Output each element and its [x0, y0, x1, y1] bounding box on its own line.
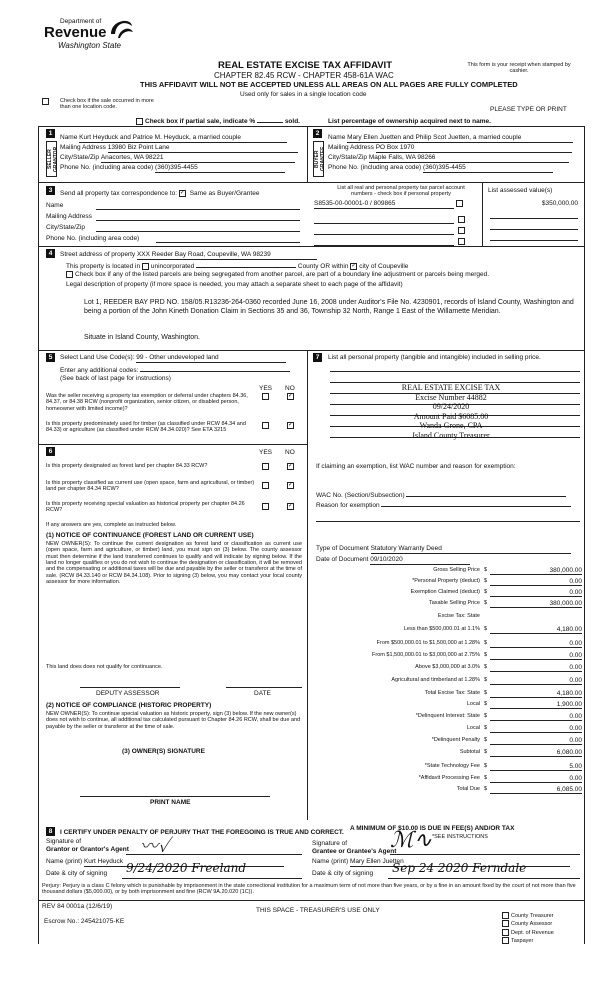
- corr-address-field[interactable]: [96, 213, 300, 221]
- perjury-text: Perjury: Perjury is a class C felony which is punishable by imprisonment in the state correctional institution for a maximum term of not more than five years, or by a fine in an amount fixed by the court of not more than five thousand dollars ($5,000.00), or by both imprisonment and fine (RCW 9A.20.020 (1C)).: [42, 883, 576, 896]
- segregated-checkbox[interactable]: [66, 271, 73, 278]
- tax-row-label: Gross Selling Price: [433, 567, 480, 573]
- tax-row-value[interactable]: 380,000.00: [490, 600, 582, 608]
- section-6-number: 6: [46, 447, 55, 456]
- personal-property-label: List all personal property (tangible and intangible) included in selling price.: [328, 354, 541, 361]
- stamp-line3: 09/24/2020: [432, 402, 470, 412]
- section-2-number: 2: [313, 129, 322, 138]
- multi-location-checkbox[interactable]: [42, 98, 49, 105]
- copy-dept-revenue: Dept. of Revenue: [511, 929, 554, 936]
- dollar-sign: $: [484, 737, 488, 743]
- section-4-number: 4: [46, 249, 55, 258]
- seller-address-field[interactable]: 13980 Biz Point Lane: [108, 144, 298, 153]
- tax-row-value[interactable]: 0.00: [490, 677, 582, 685]
- stamp-line2: Excise Number 44882: [415, 392, 487, 402]
- grantee-date-city[interactable]: Sep 24 2020 Ferndale: [392, 861, 527, 875]
- assessed-field-4[interactable]: [490, 233, 578, 241]
- parcel-header: List all real and personal property tax parcel account numbers - check box if personal property: [337, 185, 465, 198]
- dollar-sign: $: [484, 652, 488, 658]
- tax-row: [314, 725, 582, 733]
- tax-row-label: Total Due: [456, 786, 480, 792]
- tax-row: [314, 677, 582, 685]
- form-revision: REV 84 0001a (12/6/19): [42, 903, 113, 910]
- s5-q1: Was the seller receiving a property tax exemption or deferral under chapters 84.36, 84.37, or 84.38 RCW (nonprofit organization, senior citizen, or disabled person, homeowner with limited income)?: [46, 393, 248, 412]
- tax-row-value[interactable]: 0.00: [490, 725, 582, 733]
- tax-row-label: Excise Tax: State: [437, 613, 480, 619]
- document-type-field[interactable]: Statutory Warranty Deed: [371, 545, 571, 554]
- s6-no-header: NO: [285, 449, 295, 456]
- dollar-sign: $: [484, 589, 488, 595]
- tax-row-label: Above $3,000,000 at 3.0%: [415, 664, 480, 670]
- tax-row-label: Local: [466, 725, 480, 731]
- tax-row: [314, 600, 582, 608]
- s6-q2-yes[interactable]: [262, 482, 269, 489]
- tax-row: [314, 664, 582, 672]
- grantor-name-field[interactable]: Kurt Heyduck: [84, 858, 284, 867]
- dollar-sign: $: [484, 763, 488, 769]
- tax-row: [314, 578, 582, 586]
- tax-row: [314, 613, 582, 621]
- tax-row-value[interactable]: 0.00: [490, 775, 582, 783]
- grantor-sig-label: Signature of Grantor or Grantor's Agent: [46, 838, 129, 853]
- grantee-sig-label: Signature of Grantee or Grantee's Agent: [312, 840, 397, 855]
- s6-q3: Is this property receiving special valuation as historical property per chapter 84.26 RCW?: [46, 501, 245, 514]
- dollar-sign: $: [484, 664, 488, 670]
- grantor-date-city[interactable]: 9/24/2020 Freeland: [126, 861, 247, 875]
- tax-row-value[interactable]: 4,180.00: [490, 626, 582, 634]
- segregated-row: Check box if any of the listed parcels are being segregated from another parcel, are part of a boundary line adjustment or parcels being merged.: [66, 271, 489, 279]
- copy-distribution: [502, 912, 554, 944]
- tax-row: [314, 701, 582, 709]
- form-title: REAL ESTATE EXCISE TAX AFFIDAVIT: [218, 60, 393, 71]
- buyer-phone-field[interactable]: (360)395-4455: [423, 164, 553, 173]
- logo-line2: Revenue: [44, 24, 107, 41]
- tax-row: [314, 690, 582, 698]
- seller-tab: SELLER GRANTOR: [46, 141, 57, 177]
- dollar-sign: $: [484, 677, 488, 683]
- tax-row-value[interactable]: 4,180.00: [490, 690, 582, 698]
- street-row: Street address of property XXX Reeder Bay Road, Coupeville, WA 98239: [60, 251, 317, 260]
- type-or-print: PLEASE TYPE OR PRINT: [490, 106, 567, 113]
- s6-q2-no[interactable]: [287, 482, 294, 489]
- s5-yes-header: YES: [259, 385, 273, 392]
- tax-row-label: Less than $500,000.01 at 1.1%: [403, 626, 480, 632]
- form-warning: THIS AFFIDAVIT WILL NOT BE ACCEPTED UNLESS ALL AREAS ON ALL PAGES ARE FULLY COMPLETED: [140, 80, 518, 89]
- seller-name-row: Name Kurt Heyduck and Patrice M. Heyduck, a married couple: [60, 134, 300, 143]
- partial-percent-field[interactable]: [257, 122, 283, 123]
- deputy-assessor-label: DEPUTY ASSESSOR: [96, 690, 160, 697]
- county-field[interactable]: [196, 261, 296, 268]
- treasurer-stamp: [376, 383, 526, 441]
- dollar-sign: $: [484, 749, 488, 755]
- copy-county-assessor: County Assessor: [511, 921, 553, 928]
- seller-name-field[interactable]: Kurt Heyduck and Patrice M. Heyduck, a married couple: [79, 134, 287, 143]
- document-date-field[interactable]: 09/10/2020: [370, 556, 470, 565]
- list-percentage-note: List percentage of ownership acquired next to name.: [328, 118, 491, 125]
- grantor-signature[interactable]: 〰✓: [140, 836, 170, 857]
- situate-text: Situate in Island County, Washington.: [84, 334, 200, 341]
- assessed-field-3[interactable]: [490, 222, 578, 230]
- grantee-name-field[interactable]: Mary Ellen Juetten: [350, 858, 570, 867]
- s6-q3-yes[interactable]: [262, 503, 269, 510]
- tax-row-label: From $1,500,000.01 to $3,000,000 at 2.75%: [372, 652, 480, 658]
- copy-taxpayer: Taxpayer: [511, 937, 534, 944]
- stamp-line1: REAL ESTATE EXCISE TAX: [401, 383, 501, 392]
- tax-row: [314, 652, 582, 660]
- tax-row-label: Subtotal: [459, 749, 480, 755]
- tax-row: [314, 567, 582, 575]
- seller-city-field[interactable]: Anacortes, WA 98221: [101, 154, 295, 163]
- legal-description: Lot 1, REEDER BAY PRD NO. 158/05.R13236-264-0360 recorded June 16, 2008 under Auditor's File No. 4230901, records of Island County, Washington and being a portion of the John Kineth Donation Claim in Sections 35 and 36, Township 32 North, Range 1 East of the Willamette Meridian.: [84, 299, 574, 316]
- certify-text: I CERTIFY UNDER PENALTY OF PERJURY THAT THE FOREGOING IS TRUE AND CORRECT.: [60, 829, 344, 836]
- s6-q2: Is this property classified as current use (open space, farm and agricultural, or timber) land per chapter 84.34 RCW?: [46, 480, 255, 493]
- tax-row-value[interactable]: 0.00: [490, 713, 582, 721]
- section-3-number: 3: [46, 186, 55, 195]
- legal-label: Legal description of property (if more space is needed, you may attach a separate sheet to each page of the affidavit): [66, 281, 403, 288]
- logo-mark-icon: [106, 12, 136, 42]
- s6-q1: Is this property designated as forest land per chapter 84.33 RCW?: [46, 463, 208, 469]
- parcel-field-1[interactable]: S8535-00-00001-0 / 809865: [314, 200, 454, 209]
- tax-row-label: From $500,000.01 to $1,500,000 at 1.28%: [376, 640, 480, 646]
- dollar-sign: $: [484, 786, 488, 792]
- tax-row: [314, 749, 582, 757]
- additional-codes-field[interactable]: [140, 365, 290, 372]
- tax-row-value[interactable]: 380,000.00: [490, 567, 582, 575]
- copy-county-treasurer-checkbox[interactable]: [502, 912, 509, 919]
- print-name-label: PRINT NAME: [150, 799, 191, 806]
- tax-row: [314, 626, 582, 634]
- dollar-sign: $: [484, 600, 488, 606]
- assessed-field-1[interactable]: $350,000.00: [541, 200, 578, 207]
- tax-row: [314, 640, 582, 648]
- grantee-signature[interactable]: ℳ∿: [390, 828, 432, 853]
- section-7-number: 7: [313, 353, 322, 362]
- dollar-sign: $: [484, 690, 488, 696]
- notice2-text: NEW OWNER(S): To continue special valuation as historic property, sign (3) below. If the new owner(s) does not wish to continue, all additional tax calculated pursuant to Chapter 84.26 RCW, shall be due and payable by the seller or transferor at the time of sale.: [46, 711, 301, 730]
- dollar-sign: $: [484, 713, 488, 719]
- owner-signature-label: (3) OWNER(S) SIGNATURE: [122, 748, 205, 755]
- tax-row-value[interactable]: 0.00: [490, 640, 582, 648]
- seller-phone-field[interactable]: (360)395-4455: [155, 164, 285, 173]
- s6-q1-no[interactable]: [287, 463, 294, 470]
- corr-name-field[interactable]: [96, 202, 300, 210]
- dollar-sign: $: [484, 626, 488, 632]
- stamp-line5: Wanda Grone, CPA: [419, 421, 483, 431]
- logo-line1: Department of: [60, 18, 102, 25]
- stamp-line6: Island County Treasurer: [412, 430, 490, 440]
- tax-row-label: Exemption Claimed (deduct): [410, 589, 480, 595]
- s6-q3-no[interactable]: [287, 503, 294, 510]
- exemption-claim-label: If claiming an exemption, list WAC number and reason for exemption:: [316, 463, 516, 470]
- escrow-number: Escrow No.: 245421075-KE: [44, 918, 125, 925]
- see-instructions: *SEE INSTRUCTIONS: [432, 834, 488, 840]
- tax-row-value[interactable]: 0.00: [490, 652, 582, 660]
- tax-row-value[interactable]: 6,085.00: [490, 786, 582, 794]
- dollar-sign: $: [484, 567, 488, 573]
- tax-row-label: Local: [466, 701, 480, 707]
- parcel-row-1: [314, 200, 474, 209]
- section-8-number: 8: [46, 827, 55, 836]
- tax-row: [314, 737, 582, 745]
- copy-county-treasurer: County Treasurer: [511, 912, 554, 919]
- dollar-sign: $: [484, 775, 488, 781]
- notice1-title: (1) NOTICE OF CONTINUANCE (FOREST LAND OR CURRENT USE): [46, 532, 254, 539]
- land-use-field[interactable]: 99 - Other undeveloped land: [136, 354, 286, 363]
- tax-row-value[interactable]: 6,080.00: [490, 749, 582, 757]
- buyer-address-field[interactable]: PO Box 1970: [376, 144, 572, 153]
- same-as-buyer-checkbox[interactable]: [179, 190, 186, 197]
- treasurer-use-only: THIS SPACE - TREASURER'S USE ONLY: [256, 907, 380, 914]
- personal-property-checkbox-1[interactable]: [456, 200, 463, 207]
- tax-row: [314, 589, 582, 597]
- buyer-name-field[interactable]: Mary Ellen Juetten and Philip Scot Juetten, a married couple: [347, 134, 573, 143]
- location-row: This property is located in unincorporated County OR within ✓ city of Coupeville: [66, 261, 408, 271]
- s5-no-header: NO: [285, 385, 295, 392]
- copy-county-assessor-checkbox[interactable]: [502, 920, 509, 927]
- s5-q2: Is this property predominately used for timber (as classified under RCW 84.34 and 84.33) or agriculture (as classified under RCW 84.34.020)? See ETA 3215: [46, 421, 246, 434]
- s6-q1-yes[interactable]: [262, 463, 269, 470]
- tax-row-value[interactable]: 0.00: [490, 578, 582, 586]
- single-location-note: Used only for sales in a single location code: [240, 91, 367, 98]
- logo-line3: Washington State: [58, 41, 122, 50]
- copy-taxpayer-checkbox[interactable]: [502, 937, 509, 944]
- corr-city-field[interactable]: [96, 224, 300, 232]
- tax-row-value[interactable]: 0.00: [490, 589, 582, 597]
- dollar-sign: $: [484, 701, 488, 707]
- correspondence-label: Send all property tax correspondence to: ✓ Same as Buyer/Grantee: [60, 190, 259, 198]
- tax-row-value[interactable]: 1,900.00: [490, 701, 582, 709]
- s5-q1-no[interactable]: [287, 393, 294, 400]
- s5-q1-yes[interactable]: [262, 393, 269, 400]
- partial-sale-checkbox[interactable]: [136, 118, 143, 125]
- tax-row-label: *Affidavit Processing Fee: [418, 775, 480, 781]
- form-chapter: CHAPTER 82.45 RCW - CHAPTER 458-61A WAC: [214, 71, 394, 80]
- notice2-title: (2) NOTICE OF COMPLIANCE (HISTORIC PROPERTY): [46, 702, 212, 709]
- tax-row: [314, 713, 582, 721]
- tax-row-label: Taxable Selling Price: [428, 600, 480, 606]
- reason-field[interactable]: [381, 500, 571, 507]
- s5-q2-no[interactable]: [287, 422, 294, 429]
- minimum-note: A MINIMUM OF $10.00 IS DUE IN FEE(S) AND/OR TAX: [350, 825, 515, 832]
- s5-q2-yes[interactable]: [262, 422, 269, 429]
- copy-dept-revenue-checkbox[interactable]: [502, 929, 509, 936]
- dollar-sign: $: [484, 725, 488, 731]
- assessed-header: List assessed value(s): [488, 187, 553, 194]
- tax-row: [314, 775, 582, 783]
- see-back-note: (See back of last page for instructions): [60, 375, 171, 382]
- wac-field[interactable]: [406, 490, 566, 497]
- deputy-date-label: DATE: [254, 690, 271, 697]
- section-5-number: 5: [46, 353, 55, 362]
- buyer-city-field[interactable]: Maple Falls, WA 98266: [369, 154, 569, 163]
- tax-row-label: *State Technology Fee: [424, 763, 480, 769]
- street-field[interactable]: XXX Reeder Bay Road, Coupeville, WA 98239: [137, 251, 317, 260]
- tax-row: [314, 786, 582, 794]
- s6-yes-header: YES: [259, 449, 273, 456]
- tax-row-value[interactable]: 0.00: [490, 664, 582, 672]
- tax-row-label: Total Excise Tax: State: [424, 690, 480, 696]
- tax-row-label: Agricultural and timberland at 1.28%: [391, 677, 480, 683]
- within-city-checkbox[interactable]: [350, 263, 357, 270]
- notice1-text: NEW OWNER(S): To continue the current designation as forest land or classification as current use (open space, farm and agriculture, or timber) land, you must sign on (3) below. The county assessor must then determine if the land transferred continues to qualify and will indicate by signing below. If the land no longer qualifies or you do not wish to continue the designation or classification, it will be removed and the compensating or additional taxes will be due and payable by the seller or transferor at the time of sale. (RCW 84.33.140 or RCW 84.34.108). Prior to signing (3) below, you may contact your local county assessor for more information.: [46, 541, 302, 585]
- tax-row-label: *Delinquent Interest: State: [415, 713, 480, 719]
- personal-property-checkbox-4[interactable]: [458, 238, 465, 245]
- if-yes-note: If any answers are yes, complete as instructed below.: [46, 522, 177, 528]
- dollar-sign: $: [484, 578, 488, 584]
- dollar-sign: $: [484, 640, 488, 646]
- buyer-tab: BUYER GRANTEE: [313, 141, 324, 177]
- tax-row-label: *Personal Property (deduct): [412, 578, 480, 584]
- section-1-number: 1: [46, 129, 55, 138]
- assessed-field-2[interactable]: [490, 211, 578, 219]
- partial-sale-check[interactable]: Check box if partial sale, indicate % sold.: [136, 118, 300, 126]
- tax-row-value[interactable]: 5.00: [490, 763, 582, 771]
- stamp-line4: Amount Paid $6085.00: [413, 411, 489, 421]
- receipt-note: This form is your receipt when stamped by cashier.: [467, 62, 571, 75]
- tax-row-value[interactable]: 0.00: [490, 737, 582, 745]
- tax-row: [314, 763, 582, 771]
- dor-logo: [40, 14, 140, 54]
- qualify-row: This land does does not qualify for continuance.: [46, 664, 163, 670]
- tax-row-label: *Delinquent Penalty: [431, 737, 480, 743]
- corr-phone-field[interactable]: [156, 235, 300, 243]
- parcel-field-4[interactable]: [314, 238, 454, 246]
- unincorporated-checkbox[interactable]: [142, 263, 149, 270]
